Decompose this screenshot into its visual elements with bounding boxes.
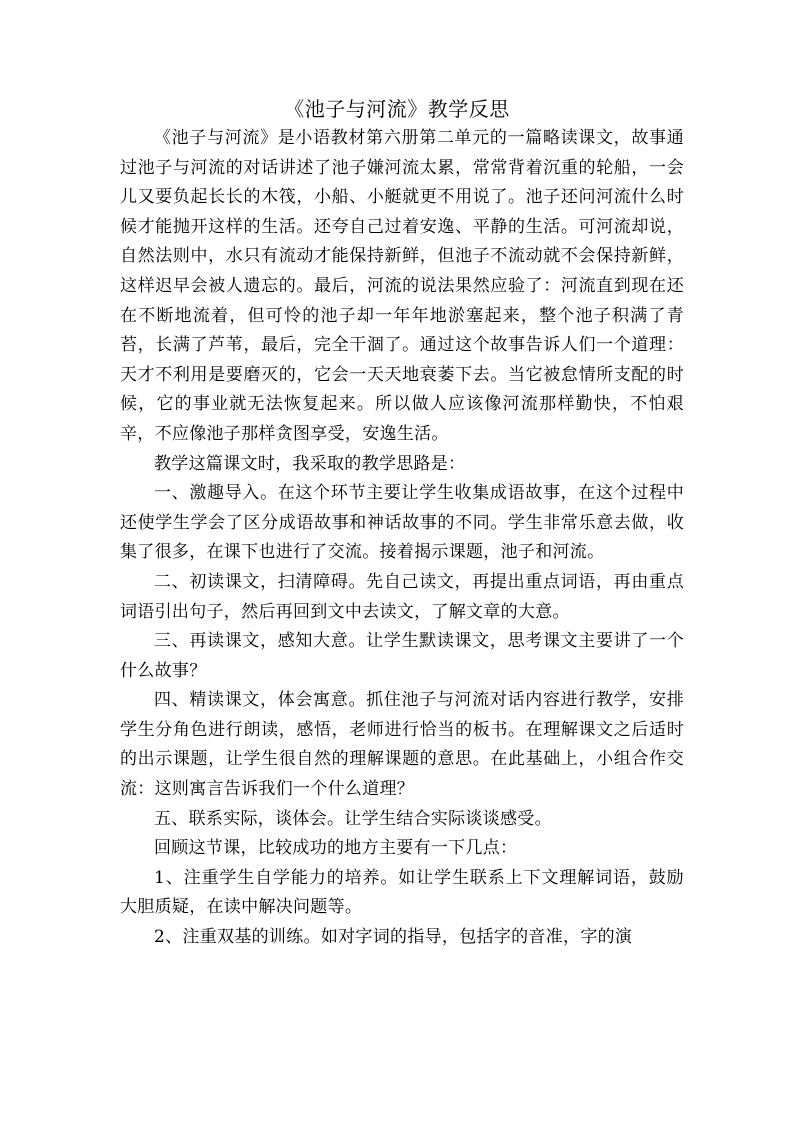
paragraph-approach: 教学这篇课文时，我采取的教学思路是：: [154, 453, 466, 474]
paragraph-step-5: 五、联系实际，谈体会。让学生结合实际谈谈感受。: [154, 808, 552, 829]
paragraph-point-2: 2、注重双基的训练。如对字词的指导，包括字的音准，字的演: [154, 927, 633, 948]
paragraph-step-3: 三、再读课文，感知大意。让学生默读课文，思考课文主要讲了一个什么故事？: [120, 631, 684, 681]
paragraph-step-2: 二、初读课文，扫清障碍。先自己读文，再提出重点词语，再由重点词语引出句子，然后再回到文中去读文，了解文章的大意。: [120, 571, 684, 622]
paragraph-intro: 《池子与河流》是小语教材第六册第二单元的一篇略读课文，故事通过池子与河流的对话讲述了池子嫌河流太累，常常背着沉重的轮船，一会儿又要负起长长的木筏，小船、小艇就更不用说了。池子还问河流什么时候才能抛开这样的生活。还夸自己过着安逸、平静的生活。可河流却说，自然法则中，水只有流动才能保持新鲜，但池子不流动就不会保持新鲜，这样迟早会被人遗忘的。最后，河流的说法果然应验了：河流直到现在还在不断地流着，但可怜的池子却一年年地淤塞起来，整个池子积满了青苔，长满了芦苇，最后，完全干涸了。通过这个故事告诉人们一个道理：天才不利用是要磨灭的，它会一天天地衰萎下去。当它被怠情所支配的时候，它的事业就无法恢复起来。所以做人应该像河流那样勤快，不怕艰辛，不应像池子那样贪图享受，安逸生活。: [120, 128, 684, 444]
paragraph-step-1: 一、激趣导入。在这个环节主要让学生收集成语故事，在这个过程中还使学生学会了区分成语故事和神话故事的不同。学生非常乐意去做，收集了很多，在课下也进行了交流。接着揭示课题，池子和河流。: [120, 483, 684, 563]
paragraph-step-4: 四、精读课文，体会寓意。抓住池子与河流对话内容进行教学，安排学生分角色进行朗读，感悟，老师进行恰当的板书。在理解课文之后适时的出示课题，让学生很自然的理解课题的意思。在此基础上，小组合作交流：这则寓言告诉我们一个什么道理？: [120, 690, 684, 800]
paragraph-point-1: 1、注重学生自学能力的培养。如让学生联系上下文理解词语，鼓励大胆质疑，在读中解决问题等。: [120, 867, 684, 918]
document-title: 《池子与河流》教学反思: [284, 97, 510, 121]
paragraph-review: 回顾这节课，比较成功的地方主要有一下几点：: [154, 838, 518, 859]
document-body: [120, 124, 684, 953]
